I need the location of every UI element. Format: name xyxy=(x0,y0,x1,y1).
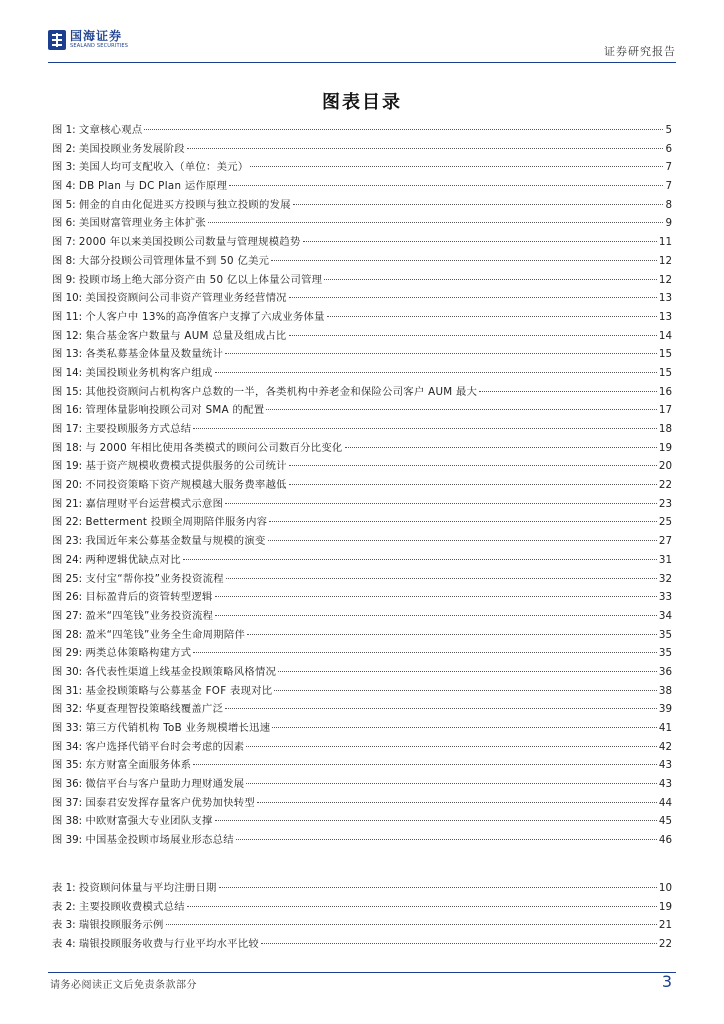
toc-entry-page: 7 xyxy=(665,180,672,193)
toc-entry-title: 美国投顾业务机构客户组成 xyxy=(85,366,213,379)
toc-entry-page: 15 xyxy=(658,366,672,379)
toc-entry-label: 图 15: xyxy=(52,385,83,398)
toc-entry-title: DB Plan 与 DC Plan 运作原理 xyxy=(78,180,228,193)
dot-leader xyxy=(289,465,657,466)
dot-leader xyxy=(215,372,657,373)
toc-entry[interactable] xyxy=(52,935,672,954)
toc-entry-label: 图 8: xyxy=(52,254,76,267)
sealand-logo-icon xyxy=(48,30,66,50)
dot-leader xyxy=(225,708,657,709)
dot-leader xyxy=(193,764,656,765)
logo-chinese-text: 国海证券 xyxy=(70,29,123,43)
toc-entry-page: 12 xyxy=(658,254,672,267)
toc-entry[interactable] xyxy=(52,775,672,794)
toc-entry-label: 图 23: xyxy=(52,535,83,548)
report-type-label: 证券研究报告 xyxy=(604,45,676,58)
toc-entry-title: 其他投资顾问占机构客户总数的一半，各类机构中养老金和保险公司客户 AUM 最大 xyxy=(85,385,478,398)
toc-entry-title: 2000 年以来美国投顾公司数量与管理规模趋势 xyxy=(78,236,301,249)
toc-entry-title: 嘉信理财平台运营模式示意图 xyxy=(85,497,224,510)
toc-entry-title: 盈米“四笔钱”业务投资流程 xyxy=(85,609,214,622)
toc-entry-page: 43 xyxy=(658,759,672,772)
toc-entry-page: 18 xyxy=(658,423,672,435)
toc-entry[interactable] xyxy=(52,364,672,383)
toc-entry-label: 图 31: xyxy=(52,684,83,697)
toc-entry-label: 图 34: xyxy=(52,740,83,753)
logo-english-text: SEALAND SECURITIES xyxy=(70,43,129,49)
toc-entry-label: 图 33: xyxy=(52,722,83,734)
toc-entry-title: 各代表性渠道上线基金投顾策略风格情况 xyxy=(85,665,277,678)
toc-entry-page: 14 xyxy=(658,329,672,342)
toc-entry-title: 两种逻辑优缺点对比 xyxy=(85,553,181,566)
toc-entry-page: 25 xyxy=(658,516,672,529)
toc-entry-title: 基金投顾策略与公募基金 FOF 表现对比 xyxy=(85,684,273,697)
toc-entry[interactable] xyxy=(52,663,672,682)
toc-entry-title: 大部分投顾公司管理体量不到 50 亿美元 xyxy=(78,254,270,267)
footer-divider xyxy=(48,972,676,973)
figure-list xyxy=(52,121,672,850)
toc-entry-page: 33 xyxy=(658,591,672,604)
dot-leader xyxy=(229,185,663,186)
dot-leader xyxy=(166,924,657,925)
toc-entry-label: 图 32: xyxy=(52,703,83,716)
toc-entry-label: 图 17: xyxy=(52,423,83,435)
toc-entry[interactable] xyxy=(52,588,672,607)
toc-entry-title: 基于资产规模收费模式提供服务的公司统计 xyxy=(85,460,287,473)
toc-entry-title: 个人客户中 13%的高净值客户支撑了六成业务体量 xyxy=(85,310,325,323)
toc-entry-page: 13 xyxy=(658,310,672,323)
toc-entry-page: 16 xyxy=(658,385,672,398)
toc-entry-title: 主要投顾服务方式总结 xyxy=(85,423,192,435)
toc-entry-label: 图 24: xyxy=(52,553,83,566)
toc-entry[interactable] xyxy=(52,196,672,215)
toc-entry[interactable] xyxy=(52,626,672,645)
toc-entry-title: 美国投顾业务发展阶段 xyxy=(78,142,185,155)
dot-leader xyxy=(183,559,657,560)
dot-leader xyxy=(250,166,663,167)
toc-entry-label: 图 6: xyxy=(52,217,76,230)
toc-entry-page: 22 xyxy=(658,479,672,492)
toc-entry[interactable] xyxy=(52,401,672,420)
toc-entry-title: 文章核心观点 xyxy=(78,124,143,136)
dot-leader xyxy=(274,690,657,691)
dot-leader xyxy=(236,839,657,840)
dot-leader xyxy=(479,391,657,392)
dot-leader xyxy=(268,540,657,541)
toc-entry-title: 美国财富管理业务主体扩张 xyxy=(78,217,207,230)
toc-entry[interactable] xyxy=(52,252,672,271)
dot-leader xyxy=(257,802,657,803)
footer-disclaimer: 请务必阅读正文后免责条款部分 xyxy=(50,980,197,991)
toc-entry-label: 图 1: xyxy=(52,124,76,136)
toc-entry-label: 表 3: xyxy=(52,919,76,932)
toc-entry-title: 与 2000 年相比使用各类模式的顾问公司数百分比变化 xyxy=(85,441,343,454)
toc-entry-label: 图 10: xyxy=(52,292,83,305)
toc-entry-title: 管理体量影响投顾公司对 SMA 的配置 xyxy=(85,404,265,417)
toc-entry-label: 图 18: xyxy=(52,441,83,454)
toc-entry-title: 中国基金投顾市场展业形态总结 xyxy=(85,834,234,847)
toc-entry[interactable] xyxy=(52,233,672,252)
toc-entry-page: 9 xyxy=(665,217,672,230)
toc-entry[interactable] xyxy=(52,289,672,308)
dot-leader xyxy=(324,279,657,280)
toc-entry-page: 10 xyxy=(658,882,672,894)
toc-entry[interactable] xyxy=(52,916,672,935)
toc-entry-label: 图 27: xyxy=(52,609,83,622)
toc-entry[interactable] xyxy=(52,214,672,233)
toc-entry-title: 瑞银投顾服务示例 xyxy=(78,919,164,932)
toc-entry-label: 图 3: xyxy=(52,161,76,174)
dot-leader xyxy=(327,316,657,317)
toc-entry-title: 支付宝“帮你投”业务投资流程 xyxy=(85,572,224,585)
toc-entry[interactable] xyxy=(52,831,672,850)
toc-entry[interactable] xyxy=(52,271,672,290)
toc-entry-page: 5 xyxy=(665,124,672,136)
toc-entry-label: 图 11: xyxy=(52,310,83,323)
toc-entry-page: 35 xyxy=(658,647,672,660)
toc-entry-label: 图 28: xyxy=(52,628,83,641)
toc-entry-page: 21 xyxy=(658,919,672,932)
dot-leader xyxy=(215,596,657,597)
toc-entry-page: 35 xyxy=(658,628,672,641)
toc-entry-title: 投顾市场上绝大部分资产由 50 亿以上体量公司管理 xyxy=(78,273,323,286)
toc-entry-page: 39 xyxy=(658,703,672,716)
toc-entry-page: 45 xyxy=(658,815,672,828)
toc-entry-label: 图 21: xyxy=(52,497,83,510)
toc-entry-label: 图 19: xyxy=(52,460,83,473)
toc-entry-label: 图 25: xyxy=(52,572,83,585)
toc-entry-title: 华夏查理智投策略线覆盖广泛 xyxy=(85,703,224,716)
toc-entry-label: 图 38: xyxy=(52,815,83,828)
toc-entry-page: 15 xyxy=(658,348,672,361)
dot-leader xyxy=(187,148,664,149)
dot-leader xyxy=(187,906,657,907)
toc-entry-page: 46 xyxy=(658,834,672,847)
toc-entry-page: 7 xyxy=(665,161,672,174)
toc-entry-label: 图 14: xyxy=(52,366,83,379)
toc-entry-page: 23 xyxy=(658,497,672,510)
toc-entry-title: 盈米“四笔钱”业务全生命周期陪伴 xyxy=(85,628,246,641)
toc-entry[interactable] xyxy=(52,308,672,327)
toc-entry[interactable] xyxy=(52,551,672,570)
dot-leader xyxy=(225,503,657,504)
toc-entry-page: 20 xyxy=(658,460,672,473)
toc-entry[interactable] xyxy=(52,327,672,346)
page-header xyxy=(48,30,676,60)
toc-entry-label: 图 4: xyxy=(52,180,76,193)
company-logo xyxy=(48,30,128,50)
toc-entry-title: 两类总体策略构建方式 xyxy=(85,647,192,660)
toc-entry-label: 表 4: xyxy=(52,938,76,951)
toc-entry-title: 投资顾问体量与平均注册日期 xyxy=(78,882,217,894)
toc-entry-page: 36 xyxy=(658,665,672,678)
toc-entry[interactable] xyxy=(52,719,672,738)
toc-entry-label: 图 13: xyxy=(52,348,83,361)
dot-leader xyxy=(261,943,657,944)
toc-entry-label: 图 36: xyxy=(52,778,83,791)
toc-entry[interactable] xyxy=(52,420,672,439)
dot-leader xyxy=(303,241,657,242)
toc-entry[interactable] xyxy=(52,495,672,514)
toc-entry[interactable] xyxy=(52,607,672,626)
toc-entry[interactable] xyxy=(52,812,672,831)
toc-entry[interactable] xyxy=(52,794,672,813)
toc-entry-page: 34 xyxy=(658,609,672,622)
toc-entry-label: 图 29: xyxy=(52,647,83,660)
dot-leader xyxy=(272,727,657,728)
toc-entry[interactable] xyxy=(52,756,672,775)
toc-entry-title: 第三方代销机构 ToB 业务规模增长迅速 xyxy=(85,722,271,734)
toc-entry[interactable] xyxy=(52,177,672,196)
toc-entry[interactable] xyxy=(52,121,672,140)
toc-entry[interactable] xyxy=(52,457,672,476)
toc-entry-page: 17 xyxy=(658,404,672,417)
toc-entry-page: 31 xyxy=(658,553,672,566)
toc-entry-title: Betterment 投顾全周期陪伴服务内容 xyxy=(85,516,268,529)
toc-entry-title: 中欧财富强大专业团队支撑 xyxy=(85,815,213,828)
toc-entry-label: 图 20: xyxy=(52,479,83,492)
toc-entry-page: 32 xyxy=(658,572,672,585)
toc-entry-label: 图 9: xyxy=(52,273,76,286)
toc-entry[interactable] xyxy=(52,879,672,898)
dot-leader xyxy=(193,428,656,429)
dot-leader xyxy=(208,222,663,223)
toc-entry-title: 东方财富全面服务体系 xyxy=(85,759,192,772)
dot-leader xyxy=(247,634,657,635)
toc-entry-page: 12 xyxy=(658,273,672,286)
toc-entry-title: 瑞银投顾服务收费与行业平均水平比较 xyxy=(78,938,260,951)
toc-entry-label: 图 37: xyxy=(52,796,83,809)
toc-entry-title: 目标盈背后的资管转型逻辑 xyxy=(85,591,213,604)
toc-entry[interactable] xyxy=(52,345,672,364)
dot-leader xyxy=(278,671,657,672)
dot-leader xyxy=(289,484,657,485)
toc-entry-page: 42 xyxy=(658,740,672,753)
toc-entry-label: 图 22: xyxy=(52,516,83,529)
toc-entry-page: 44 xyxy=(658,796,672,809)
toc-entry[interactable] xyxy=(52,738,672,757)
dot-leader xyxy=(226,578,657,579)
dot-leader xyxy=(345,447,657,448)
dot-leader xyxy=(193,652,656,653)
page-title: 图表目录 xyxy=(322,92,402,113)
toc-entry[interactable] xyxy=(52,682,672,701)
toc-entry-label: 图 35: xyxy=(52,759,83,772)
toc-entry-page: 41 xyxy=(658,722,672,734)
toc-entry[interactable] xyxy=(52,700,672,719)
toc-entry-title: 集合基金客户数量与 AUM 总量及组成占比 xyxy=(85,329,287,342)
header-divider xyxy=(48,62,676,63)
toc-entry[interactable] xyxy=(52,644,672,663)
toc-entry[interactable] xyxy=(52,383,672,402)
toc-entry-page: 19 xyxy=(658,441,672,454)
dot-leader xyxy=(219,887,657,888)
dot-leader xyxy=(289,297,657,298)
toc-entry-label: 图 16: xyxy=(52,404,83,417)
dot-leader xyxy=(246,783,657,784)
toc-entry-label: 图 2: xyxy=(52,142,76,155)
toc-entry-label: 图 26: xyxy=(52,591,83,604)
table-list xyxy=(52,879,672,954)
dot-leader xyxy=(144,129,663,130)
toc-entry-page: 8 xyxy=(665,198,672,211)
toc-entry-page: 38 xyxy=(658,684,672,697)
toc-entry[interactable] xyxy=(52,439,672,458)
toc-entry-label: 图 12: xyxy=(52,329,83,342)
toc-entry-title: 我国近年来公募基金数量与规模的演变 xyxy=(85,535,266,548)
toc-entry[interactable] xyxy=(52,476,672,495)
toc-entry-page: 13 xyxy=(658,292,672,305)
toc-entry-page: 19 xyxy=(658,900,672,913)
toc-entry-title: 佣金的自由化促进买方投顾与独立投顾的发展 xyxy=(78,198,291,211)
toc-entry-label: 表 1: xyxy=(52,882,76,894)
toc-entry-title: 微信平台与客户量助力理财通发展 xyxy=(85,778,245,791)
toc-entry-title: 各类私募基金体量及数量统计 xyxy=(85,348,224,361)
toc-entry[interactable] xyxy=(52,158,672,177)
dot-leader xyxy=(293,204,664,205)
toc-entry-label: 图 30: xyxy=(52,665,83,678)
toc-entry[interactable] xyxy=(52,513,672,532)
toc-entry-page: 11 xyxy=(658,236,672,249)
toc-entry-title: 客户选择代销平台时会考虑的因素 xyxy=(85,740,245,753)
toc-entry-page: 27 xyxy=(658,535,672,548)
dot-leader xyxy=(215,820,657,821)
toc-entry-title: 主要投顾收费模式总结 xyxy=(78,900,185,913)
toc-entry-label: 图 5: xyxy=(52,198,76,211)
dot-leader xyxy=(269,521,657,522)
dot-leader xyxy=(289,335,657,336)
toc-entry[interactable] xyxy=(52,140,672,159)
toc-entry-label: 表 2: xyxy=(52,900,76,913)
toc-entry-page: 22 xyxy=(658,938,672,951)
toc-entry[interactable] xyxy=(52,898,672,917)
toc-entry-title: 国泰君安发挥存量客户优势加快转型 xyxy=(85,796,255,809)
toc-entry-page: 43 xyxy=(658,778,672,791)
dot-leader xyxy=(266,409,657,410)
toc-entry-page: 6 xyxy=(665,142,672,155)
dot-leader xyxy=(215,615,657,616)
page-number: 3 xyxy=(661,972,672,991)
toc-entry[interactable] xyxy=(52,532,672,551)
toc-entry-title: 美国人均可支配收入（单位：美元） xyxy=(78,161,249,174)
toc-entry[interactable] xyxy=(52,570,672,589)
dot-leader xyxy=(246,746,657,747)
toc-entry-title: 不同投资策略下资产规模越大服务费率越低 xyxy=(85,479,287,492)
toc-entry-label: 图 39: xyxy=(52,834,83,847)
dot-leader xyxy=(225,353,657,354)
dot-leader xyxy=(271,260,657,261)
toc-entry-label: 图 7: xyxy=(52,236,76,249)
toc-entry-title: 美国投资顾问公司非资产管理业务经营情况 xyxy=(85,292,287,305)
